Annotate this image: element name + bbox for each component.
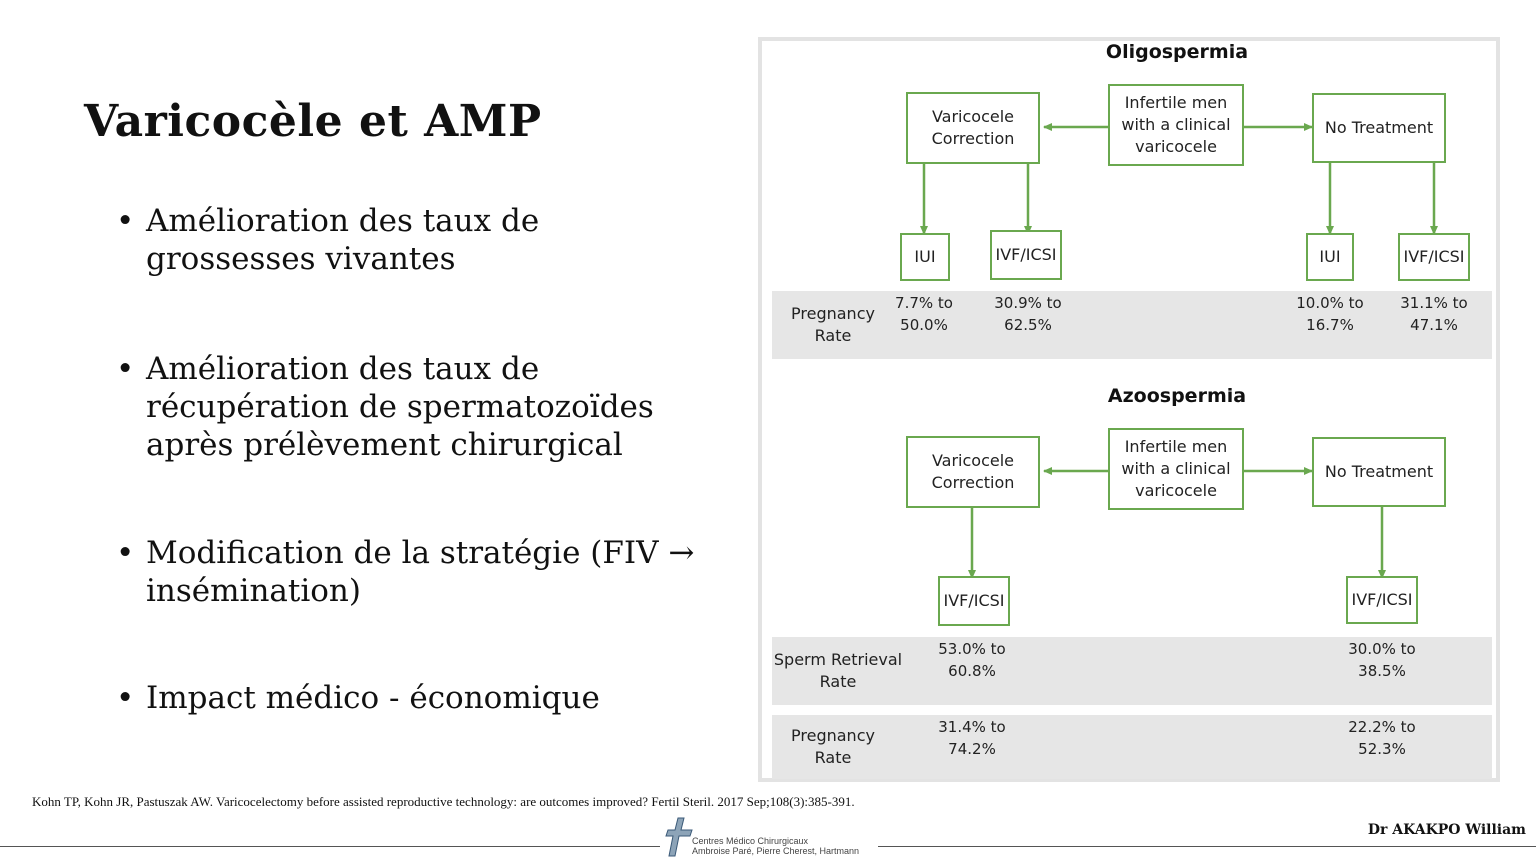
ivf-icsi-box: IVF/ICSI [1346,576,1418,624]
bullet-text: Amélioration des taux de grossesses vivantes [146,203,540,277]
bullet-text: Amélioration des taux de récupération de spermatozoïdes après prélèvement chirurgical [146,351,654,463]
azoospermia-heading: Azoospermia [1107,385,1247,407]
clinic-logo [664,816,874,860]
no-treatment-box: No Treatment [1312,93,1446,163]
bullet-marker: • [116,680,135,716]
rate-value: 31.1% to 47.1% [1400,294,1468,334]
patient-box: Infertile men with a clinical varicocele [1108,428,1244,510]
iui-box: IUI [900,233,950,281]
bullet-marker: • [116,351,135,387]
oligospermia-heading: Oligospermia [1105,41,1249,63]
rate-value: 30.0% to 38.5% [1348,640,1416,680]
pregnancy-rate-label: Pregnancy Rate [791,726,875,767]
correction-box: Varicocele Correction [906,92,1040,164]
ivf-icsi-box: IVF/ICSI [938,576,1010,626]
flowchart-figure [758,37,1500,782]
rate-value: 53.0% to 60.8% [938,640,1006,680]
author-name: Dr AKAKPO William [1367,822,1526,838]
rate-value: 31.4% to 74.2% [938,718,1006,758]
patient-box: Infertile men with a clinical varicocele [1108,84,1244,166]
ivf-icsi-box: IVF/ICSI [1398,233,1470,281]
pregnancy-rate-label: Pregnancy Rate [791,304,875,345]
bullet-marker: • [116,535,135,571]
bullet-text: Modification de la stratégie (FIV → insémination) [146,535,695,609]
cross-logo-icon [664,816,694,860]
bullet-marker: • [116,203,135,239]
footer-divider [878,846,1536,847]
logo-text: Centres Médico Chirurgicaux [692,836,809,846]
rate-value: 22.2% to 52.3% [1348,718,1416,758]
slide-title: Varicocèle et AMP [84,96,542,147]
iui-box: IUI [1306,233,1354,281]
citation: Kohn TP, Kohn JR, Pastuszak AW. Varicocelectomy before assisted reproductive technology: are outcomes improved? Fertil Steril. 2017 Sep;108(3):385-391. [32,794,855,809]
bullet-text: Impact médico - économique [146,680,600,716]
rate-value: 7.7% to 50.0% [895,294,953,334]
correction-box: Varicocele Correction [906,436,1040,508]
no-treatment-box: No Treatment [1312,437,1446,507]
ivf-icsi-box: IVF/ICSI [990,230,1062,280]
rate-value: 10.0% to 16.7% [1296,294,1364,334]
footer-divider [0,846,660,847]
rate-value: 30.9% to 62.5% [994,294,1062,334]
logo-text: Ambroise Paré, Pierre Cherest, Hartmann [692,846,860,856]
sperm-retrieval-label: Sperm Retrieval Rate [773,650,903,691]
